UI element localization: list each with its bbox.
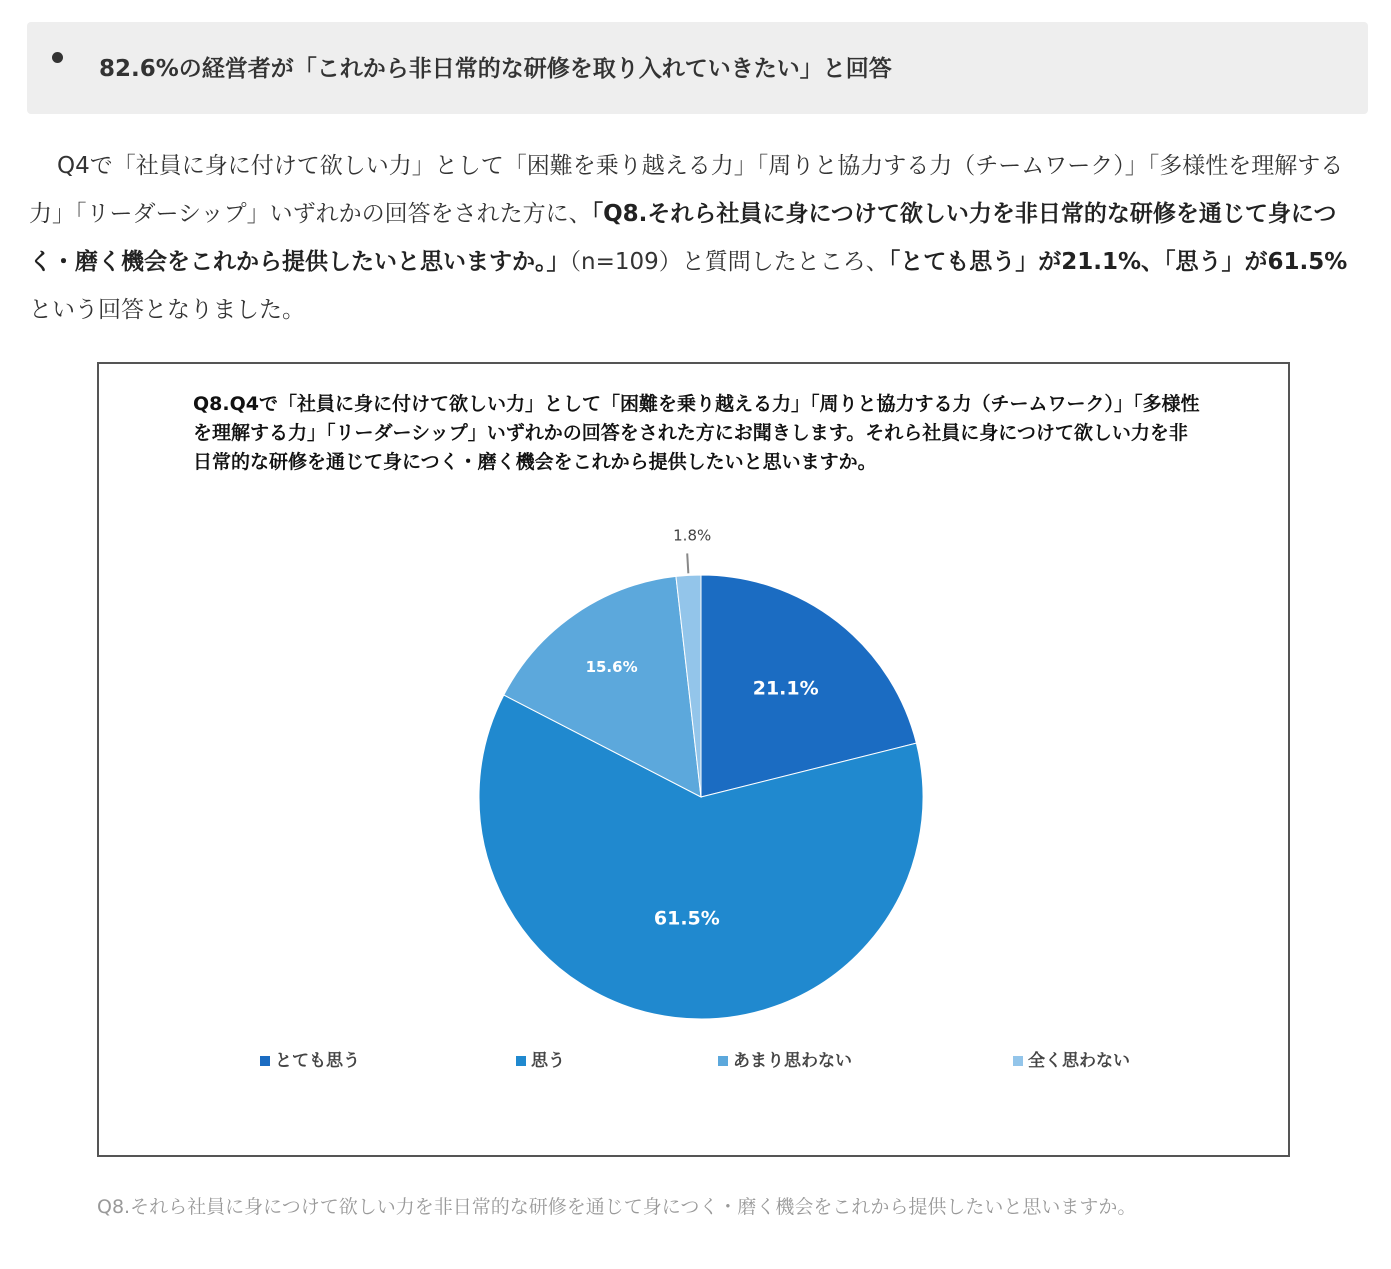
legend-swatch <box>260 1056 270 1066</box>
data-label: 21.1% <box>752 677 819 700</box>
legend-swatch <box>1013 1056 1023 1066</box>
figure-caption: Q8.それら社員に身につけて欲しい力を非日常的な研修を通じて身につく・磨く機会をこれから提供したいと思いますか。 <box>97 1196 1137 1218</box>
legend-swatch <box>718 1056 728 1066</box>
paragraph-intro: Q4で「社員に身に付けて欲しい力」として「困難を乗り越える力」「周りと協力する力（チームワーク）」「多様性を理解する力」「リーダーシップ」いずれかの回答をされた方に、 <box>29 153 1344 227</box>
legend-label: 全く思わない <box>1028 1051 1130 1071</box>
legend-swatch <box>516 1056 526 1066</box>
paragraph-sample-size: （n=109）と質問したところ、 <box>569 249 889 275</box>
legend-label: あまり思わない <box>733 1051 852 1071</box>
legend-label: 思う <box>531 1051 565 1071</box>
legend-label: とても思う <box>275 1051 360 1071</box>
data-label: 15.6% <box>585 658 638 677</box>
leader-line <box>687 553 688 573</box>
data-label: 61.5% <box>653 907 720 930</box>
headline-text: 82.6%の経営者が「これから非日常的な研修を取り入れていきたい」と回答 <box>99 56 892 82</box>
paragraph-outro: という回答となりました。 <box>29 297 305 323</box>
chart-title: Q8.Q4で「社員に身に付けて欲しい力」として「困難を乗り越える力」「周りと協力する力（チームワーク）」「多様性を理解する力」「リーダーシップ」いずれかの回答をされた方にお聞きします。それら社員に身につけて欲しい力を非日常的な研修を通じて身につく・磨く機会をこれから提供したいと思いますか。 <box>193 393 1200 473</box>
paragraph-bold-question: 「Q8.それら社員に身につけて欲しい力を非日常的な研修を通じて身につく・磨く機会をこれから提供したいと思いますか。」 <box>29 201 1337 275</box>
data-label: 1.8% <box>673 526 712 545</box>
paragraph-bold-result: 「とても思う」が21.1%、「思う」が61.5% <box>888 249 1348 275</box>
